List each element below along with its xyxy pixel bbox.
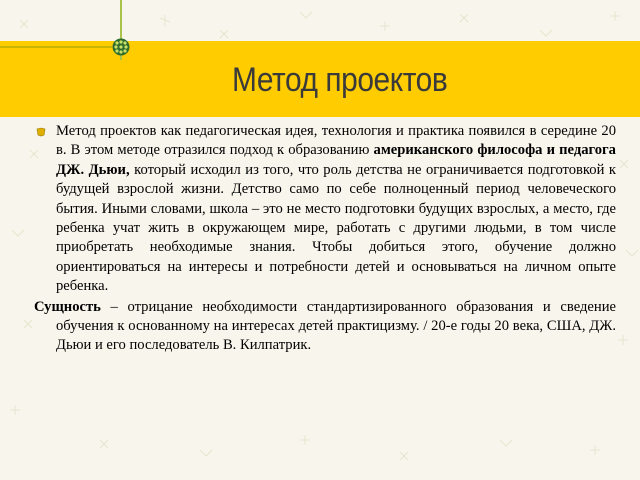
- decorative-line: [0, 46, 112, 48]
- paragraph-text-continued: который исходил из того, что роль детства не ограничивается подготовкой к будущей взрослой жизни. Детство само по себе полноценный период человеческого бытия. Иными словами, школа – это не место подготовки будущих взрослых, а место, где ребенка учат жить в окружающем мире, работать с другими людьми, в том числе приобретать необходимые знания. Чтобы добиться этого, обучение должно ориентироваться на интересы и потребности детей и основываться на личном опыте ребенка.: [56, 161, 616, 295]
- decorative-ball-icon: [112, 38, 130, 56]
- paragraph-bold-text: американского философа и педагога ДЖ. Дьюи,: [56, 142, 616, 178]
- bullet-icon: [36, 127, 46, 137]
- bullet-paragraph: [0, 122, 640, 297]
- essence-paragraph: [0, 298, 640, 356]
- slide-content: [0, 122, 640, 356]
- slide-title: Метод проектов: [232, 61, 448, 99]
- essence-text: – отрицание необходимости стандартизированного образования и сведение обучения к основанному на интересах детей практицизму. / 20-е годы 20 века, США, ДЖ. Дьюи и его последователь В. Килпатрик.: [56, 298, 616, 354]
- paragraph-text: Метод проектов как педагогическая идея, технология и практика появился в середине 20 в. В этом методе отразился подход к образованию: [56, 123, 616, 159]
- essence-label: Сущность: [34, 298, 101, 315]
